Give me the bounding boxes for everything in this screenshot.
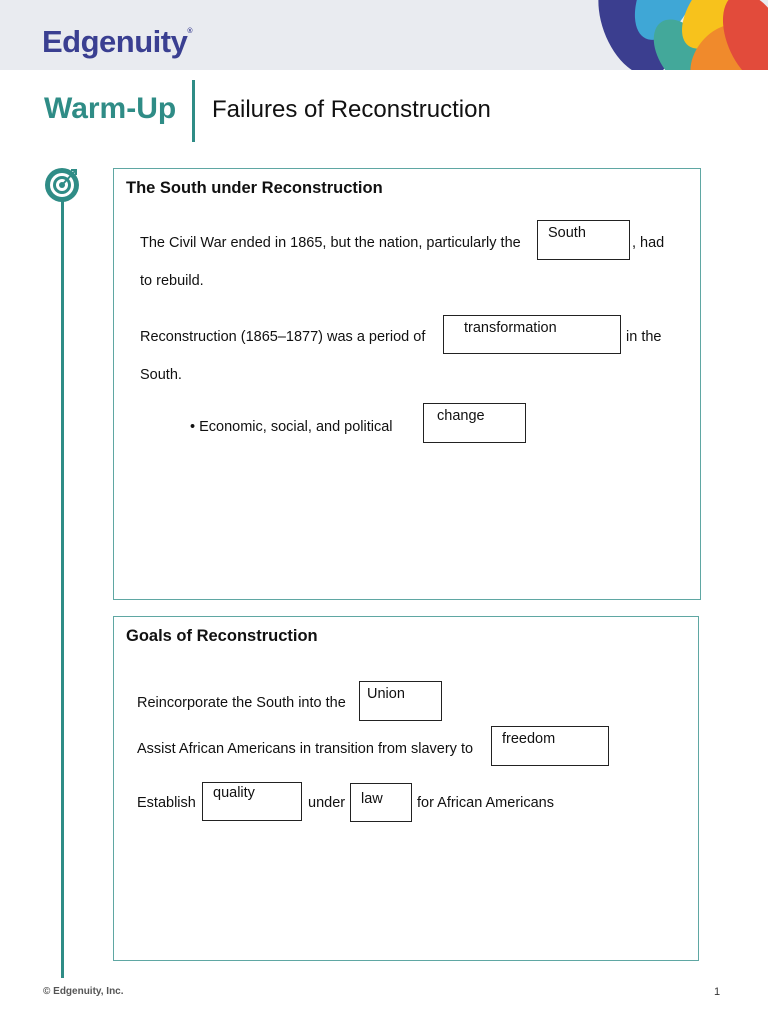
sentence-text: to rebuild.	[140, 273, 204, 289]
card-heading: Goals of Reconstruction	[126, 627, 318, 645]
answer-box-south[interactable]: South	[537, 220, 630, 260]
sentence-text: South.	[140, 367, 182, 383]
sentence-text: The Civil War ended in 1865, but the nation, particularly the	[140, 235, 521, 251]
answer-box-freedom[interactable]: freedom	[491, 726, 609, 766]
goal-text: Reincorporate the South into the	[137, 695, 346, 711]
answer-box-law[interactable]: law	[350, 783, 412, 822]
timeline-line	[61, 200, 64, 978]
goal-text: for African Americans	[417, 795, 554, 811]
goal-text: under	[308, 795, 346, 811]
brand-logo: Edgenuity®	[42, 24, 193, 59]
header-bar	[0, 0, 768, 70]
answer-box-quality[interactable]: quality	[202, 782, 302, 821]
goal-text: Establish	[137, 795, 196, 811]
card-south-under-reconstruction	[113, 168, 701, 600]
answer-box-union[interactable]: Union	[359, 681, 442, 721]
answer-box-transformation[interactable]: transformation	[443, 315, 621, 354]
target-icon	[44, 167, 80, 203]
page-number: 1	[714, 986, 721, 998]
sentence-text: Reconstruction (1865–1877) was a period of	[140, 329, 426, 345]
section-label: Warm-Up	[44, 92, 177, 125]
sentence-text: in the	[626, 329, 662, 345]
card-heading: The South under Reconstruction	[126, 179, 383, 197]
answer-box-change[interactable]: change	[423, 403, 526, 443]
decorative-shapes	[596, 0, 768, 70]
sentence-text: , had	[632, 235, 665, 251]
goal-text: Assist African Americans in transition from slavery to	[137, 741, 474, 757]
card-goals-of-reconstruction	[113, 616, 699, 961]
bullet-item: • Economic, social, and political	[190, 419, 393, 435]
title-divider	[192, 80, 195, 142]
page-title: Failures of Reconstruction	[212, 96, 491, 123]
copyright: © Edgenuity, Inc.	[43, 986, 124, 997]
